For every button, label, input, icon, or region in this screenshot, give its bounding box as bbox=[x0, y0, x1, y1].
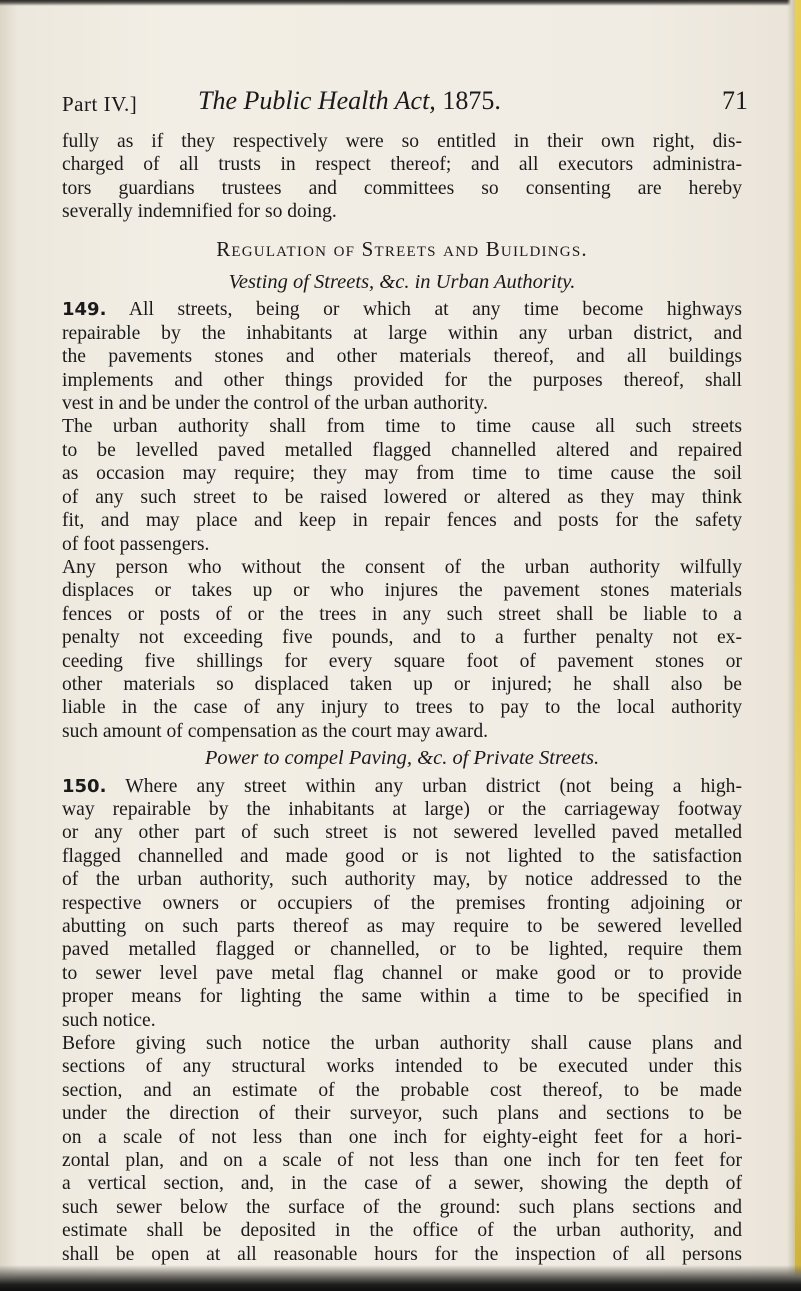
subheading-vesting: Vesting of Streets, &c. in Urban Authority. bbox=[228, 271, 576, 294]
text-line: paved metalled flagged or channelled, or to be lighted, require them bbox=[62, 939, 742, 961]
text-line: severally indemnified for so doing. bbox=[62, 201, 337, 223]
text-line: of the urban authority, such authority may, by notice addressed to the bbox=[62, 869, 742, 891]
header-part: Part IV.] bbox=[62, 92, 138, 116]
section-149 bbox=[62, 298, 742, 415]
section-150-para-2 bbox=[62, 1032, 742, 1266]
section-149-para-2 bbox=[62, 415, 742, 555]
text-line: tors guardians trustees and committees so consenting are hereby bbox=[62, 177, 742, 199]
page-top-edge bbox=[0, 0, 801, 6]
text-line: under the direction of their surveyor, such plans and sections to be bbox=[62, 1103, 742, 1125]
page-body bbox=[62, 130, 742, 1266]
text-line: sections of any structural works intended to be executed under this bbox=[62, 1056, 742, 1078]
text-line: Before giving such notice the urban authority shall cause plans and bbox=[62, 1033, 742, 1055]
header-year: 1875. bbox=[442, 86, 501, 115]
text-line: as occasion may require; they may from time to time cause the soil bbox=[62, 463, 742, 485]
header-title bbox=[198, 86, 501, 116]
section-heading: Regulation of Streets and Buildings. bbox=[216, 236, 588, 261]
text-line: Any person who without the consent of the urban authority wilfully bbox=[62, 556, 742, 578]
header-title-text: The Public Health Act, bbox=[198, 86, 436, 115]
text-line: a vertical section, and, in the case of a sewer, showing the depth of bbox=[62, 1173, 742, 1195]
text-line: shall be open at all reasonable hours for the inspection of all persons bbox=[62, 1243, 742, 1265]
section-150 bbox=[62, 775, 742, 1032]
text-line: vest in and be under the control of the urban authority. bbox=[62, 393, 488, 415]
text-line: to sewer level pave metal flag channel or make good or to provide bbox=[62, 962, 742, 984]
text-line: such amount of compensation as the court may award. bbox=[62, 720, 489, 742]
text-line: of foot passengers. bbox=[62, 533, 210, 555]
text-line: estimate shall be deposited in the office of the urban authority, and bbox=[62, 1220, 742, 1242]
text-line: abutting on such parts thereof as may require to be sewered levelled bbox=[62, 916, 742, 937]
text-line: to be levelled paved metalled flagged channelled altered and repaired bbox=[62, 439, 742, 461]
text-line: the pavements stones and other materials thereof, and all buildings bbox=[62, 346, 742, 368]
text-line: section, and an estimate of the probable cost thereof, to be made bbox=[62, 1079, 742, 1101]
text-line: charged of all trusts in respect thereof; and all executors administra- bbox=[62, 154, 742, 176]
text-line: fit, and may place and keep in repair fences and posts for the safety bbox=[62, 510, 742, 532]
text-line: such sewer below the surface of the ground: such plans sections and bbox=[62, 1196, 742, 1218]
section-150-first-line bbox=[62, 775, 742, 798]
text-line: or any other part of such street is not sewered levelled paved metalled bbox=[62, 822, 742, 844]
text-line: repairable by the inhabitants at large within any urban district, and bbox=[62, 322, 742, 344]
text-line: fences or posts of or the trees in any such street shall be liable to a bbox=[62, 603, 742, 625]
text-fragment: All streets, being or which at any time become highways bbox=[128, 299, 742, 321]
page-bottom-edge bbox=[0, 1265, 801, 1291]
text-line: displaces or takes up or who injures the pavement stones materials bbox=[62, 580, 742, 602]
section-149-para-3 bbox=[62, 556, 742, 743]
text-fragment: Where any street within any urban district (not being a high- bbox=[125, 775, 742, 797]
subheading-paving: Power to compel Paving, &c. of Private Streets. bbox=[204, 747, 600, 770]
text-line: implements and other things provided for the purposes thereof, shall bbox=[62, 369, 742, 391]
text-line: ceeding five shillings for every square foot of pavement stones or bbox=[62, 650, 742, 672]
intro-paragraph bbox=[62, 130, 742, 224]
text-line: fully as if they respectively were so entitled in their own right, dis- bbox=[62, 131, 742, 152]
section-149-first-line bbox=[62, 298, 742, 321]
page-number: 71 bbox=[722, 86, 748, 115]
text-line: such notice. bbox=[62, 1009, 156, 1031]
text-line: way repairable by the inhabitants at large) or the carriageway footway bbox=[62, 798, 742, 820]
page-gutter-shadow bbox=[0, 0, 18, 1291]
text-line: penalty not exceeding five pounds, and to a further penalty not ex- bbox=[62, 627, 742, 649]
page-fore-edge bbox=[795, 0, 801, 1291]
text-line: of any such street to be raised lowered or altered as they may think bbox=[62, 486, 742, 508]
text-line: on a scale of not less than one inch for eighty-eight feet for a hori- bbox=[62, 1126, 742, 1148]
text-line: The urban authority shall from time to time cause all such streets bbox=[62, 416, 742, 438]
text-line: respective owners or occupiers of the premises fronting adjoining or bbox=[62, 892, 742, 914]
text-line: liable in the case of any injury to trees to pay to the local authority bbox=[62, 697, 742, 719]
text-line: zontal plan, and on a scale of not less than one inch for ten feet for bbox=[62, 1150, 742, 1172]
section-number: 149. bbox=[62, 299, 107, 321]
text-line: other materials so displaced taken up or injured; he shall also be bbox=[62, 673, 742, 695]
section-number: 150. bbox=[62, 775, 107, 797]
text-line: proper means for lighting the same within a time to be specified in bbox=[62, 986, 742, 1008]
running-header bbox=[62, 86, 748, 122]
text-line: flagged channelled and made good or is not lighted to the satisfaction bbox=[62, 845, 742, 867]
